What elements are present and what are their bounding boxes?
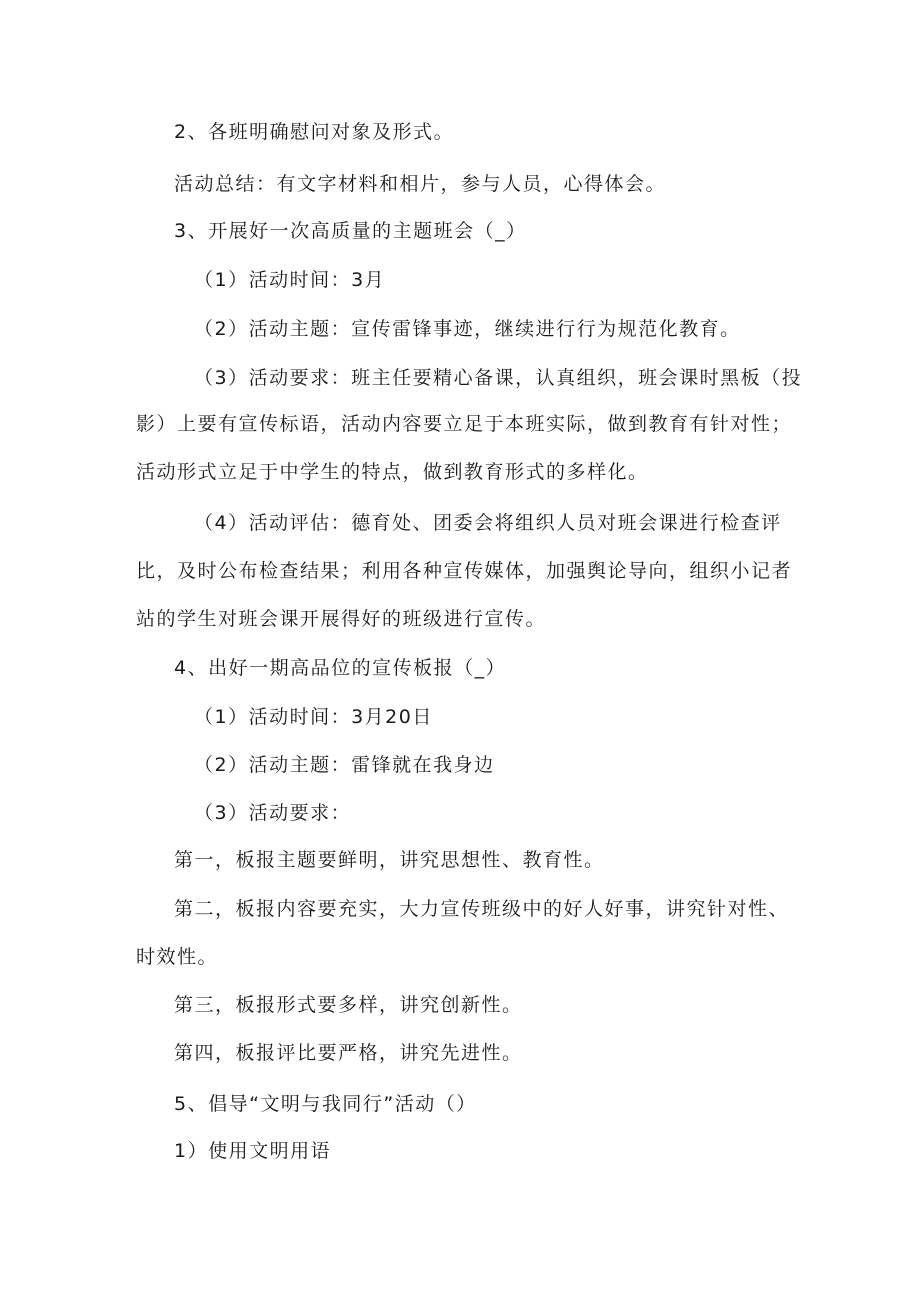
requirement-first: 第一，板报主题要鲜明，讲究思想性、教育性。 [174, 849, 605, 871]
item-3-requirements-line3: 活动形式立足于中学生的特点，做到教育形式的多样化。 [136, 461, 649, 483]
item-4-time: （1）活动时间：3月20日 [194, 706, 433, 728]
item-4-heading: 4、出好一期高品位的宣传板报（_） [174, 657, 507, 679]
item-5-sub-1: 1）使用文明用语 [174, 1140, 332, 1162]
item-3-requirements-line2: 影）上要有宣传标语，活动内容要立足于本班实际，做到教育有针对性； [136, 413, 793, 435]
item-4-requirements: （3）活动要求： [194, 802, 352, 824]
item-3-evaluation-line2: 比，及时公布检查结果；利用各种宣传媒体，加强舆论导向，组织小记者 [136, 560, 793, 582]
item-3-requirements-line1: （3）活动要求：班主任要精心备课，认真组织，班会课时黑板（投 [194, 367, 803, 389]
item-5-heading: 5、倡导“文明与我同行”活动（） [174, 1093, 477, 1115]
activity-summary: 活动总结：有文字材料和相片，参与人员，心得体会。 [174, 173, 667, 195]
item-3-evaluation-line3: 站的学生对班会课开展得好的班级进行宣传。 [136, 608, 547, 630]
item-3-time: （1）活动时间：3月 [194, 269, 386, 291]
item-3-evaluation-line1: （4）活动评估：德育处、团委会将组织人员对班会课进行检查评 [194, 512, 782, 534]
item-3-heading: 3、开展好一次高质量的主题班会（_） [174, 220, 527, 242]
item-2-heading: 2、各班明确慰问对象及形式。 [174, 121, 455, 143]
requirement-fourth: 第四，板报评比要严格，讲究先进性。 [174, 1042, 523, 1064]
requirement-second-line1: 第二，板报内容要充实，大力宣传班级中的好人好事，讲究针对性、 [174, 898, 790, 920]
requirement-second-line2: 时效性。 [136, 946, 219, 968]
requirement-third: 第三，板报形式要多样，讲究创新性。 [174, 994, 523, 1016]
item-4-theme: （2）活动主题：雷锋就在我身边 [194, 754, 495, 776]
item-3-theme: （2）活动主题：宣传雷锋事迹，继续进行行为规范化教育。 [194, 318, 741, 340]
